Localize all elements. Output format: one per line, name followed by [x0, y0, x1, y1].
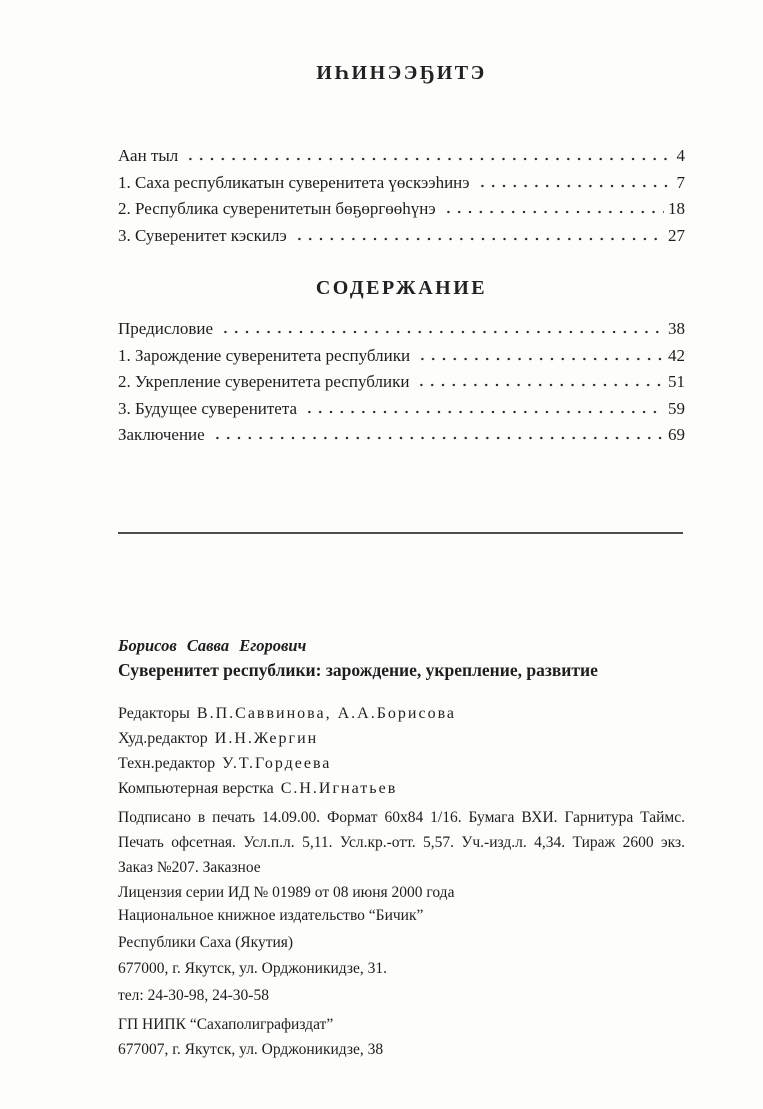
staff-names: В.П.Саввинова, А.А.Борисова: [196, 705, 457, 722]
printer-line: ГП НИПК “Сахаполиграфиздат”: [118, 1016, 334, 1033]
toc-entry: [118, 316, 685, 343]
staff-line: [118, 726, 685, 751]
toc-entry-label: 2. Укрепление суверенитета республики: [118, 372, 410, 391]
staff-role: Компьютерная верстка: [118, 780, 274, 797]
publisher-block: [118, 903, 685, 1009]
printer-block: [118, 1012, 685, 1062]
toc-dot-leader: [212, 436, 664, 440]
staff-line: [118, 701, 685, 726]
toc-dot-leader: [294, 237, 664, 241]
toc-dot-leader: [416, 383, 664, 387]
toc-entry: [118, 369, 685, 396]
book-title: Суверенитет республики: зарождение, укрепление, развитие: [118, 660, 598, 680]
toc-dot-leader: [304, 410, 664, 414]
toc-entry-label: 2. Республика суверенитетын бөҕөргөөһүнэ: [118, 199, 436, 218]
toc-entry-page: 51: [668, 372, 685, 391]
toc-sakha-title: ИҺИНЭЭҔИТЭ: [316, 62, 487, 84]
staff-names: У.Т.Гордеева: [222, 755, 332, 772]
printer-line: 677007, г. Якутск, ул. Орджоникидзе, 38: [118, 1041, 384, 1058]
toc-dot-leader: [443, 210, 664, 214]
print-info-line: Печать офсетная. Усл.п.л. 5,11. Усл.кр.-отт. 5,57. Уч.-изд.л. 4,34. Тираж 2600 экз.: [118, 834, 685, 851]
toc-russian-title: СОДЕРЖАНИЕ: [315, 277, 488, 299]
toc-entry: [118, 170, 685, 197]
toc-dot-leader: [417, 357, 664, 361]
toc-entry-label: Предисловие: [118, 319, 214, 338]
toc-entry-page: 38: [668, 319, 685, 338]
toc-entry-label: 1. Зарождение суверенитета республики: [118, 345, 411, 365]
toc-entry: [118, 223, 685, 250]
publisher-line: тел: 24-30-98, 24-30-58: [118, 986, 269, 1004]
staff-line: [118, 776, 685, 801]
toc-entry-label: 3. Будущее суверенитета: [118, 398, 298, 418]
toc-entry: [118, 396, 685, 423]
toc-entry: [118, 422, 685, 449]
toc-entry-page: 7: [676, 172, 685, 192]
toc-entry-page: 27: [668, 225, 685, 245]
toc-entry-page: 4: [676, 146, 685, 165]
toc-entry: [118, 343, 685, 370]
toc-entry-label: Аан тыл: [118, 146, 179, 165]
toc-dot-leader: [220, 330, 664, 334]
staff-block: [118, 701, 685, 801]
print-info-line: Лицензия серии ИД № 01989 от 08 июня 2000 года: [118, 884, 455, 901]
toc-entry: [118, 143, 685, 170]
author-title-block: [118, 634, 685, 683]
toc-entry: [118, 196, 685, 223]
toc-entry-label: Заключение: [118, 425, 205, 444]
staff-role: Техн.редактор: [118, 755, 216, 772]
print-info-line: Заказ №207. Заказное: [118, 859, 261, 876]
toc-dot-leader: [477, 184, 673, 188]
toc-dot-leader: [185, 157, 672, 161]
toc-entry-page: 69: [668, 425, 685, 444]
staff-line: [118, 751, 685, 776]
toc-sakha-list: [118, 143, 685, 249]
print-info-block: [118, 805, 685, 905]
toc-entry-page: 42: [668, 345, 685, 365]
publisher-line: 677000, г. Якутск, ул. Орджоникидзе, 31.: [118, 960, 388, 977]
staff-names: С.Н.Игнатьев: [280, 780, 398, 797]
section-divider-rule: [118, 532, 683, 534]
toc-entry-label: 3. Суверенитет кэскилэ: [118, 225, 287, 245]
author-name: Борисов Савва Егорович: [118, 636, 307, 655]
publisher-line: Республики Саха (Якутия): [118, 933, 294, 951]
print-info-line: Подписано в печать 14.09.00. Формат 60х84 1/16. Бумага ВХИ. Гарнитура Таймс.: [118, 809, 685, 826]
staff-role: Худ.редактор: [118, 730, 208, 747]
toc-russian-list: [118, 316, 685, 449]
toc-entry-page: 59: [668, 398, 685, 418]
staff-names: И.Н.Жергин: [214, 730, 319, 747]
publisher-line: Национальное книжное издательство “Бичик”: [118, 907, 424, 924]
toc-entry-label: 1. Саха республикатын суверенитета үөскээһинэ: [118, 172, 470, 192]
toc-entry-page: 18: [668, 199, 685, 218]
staff-role: Редакторы: [118, 705, 190, 722]
